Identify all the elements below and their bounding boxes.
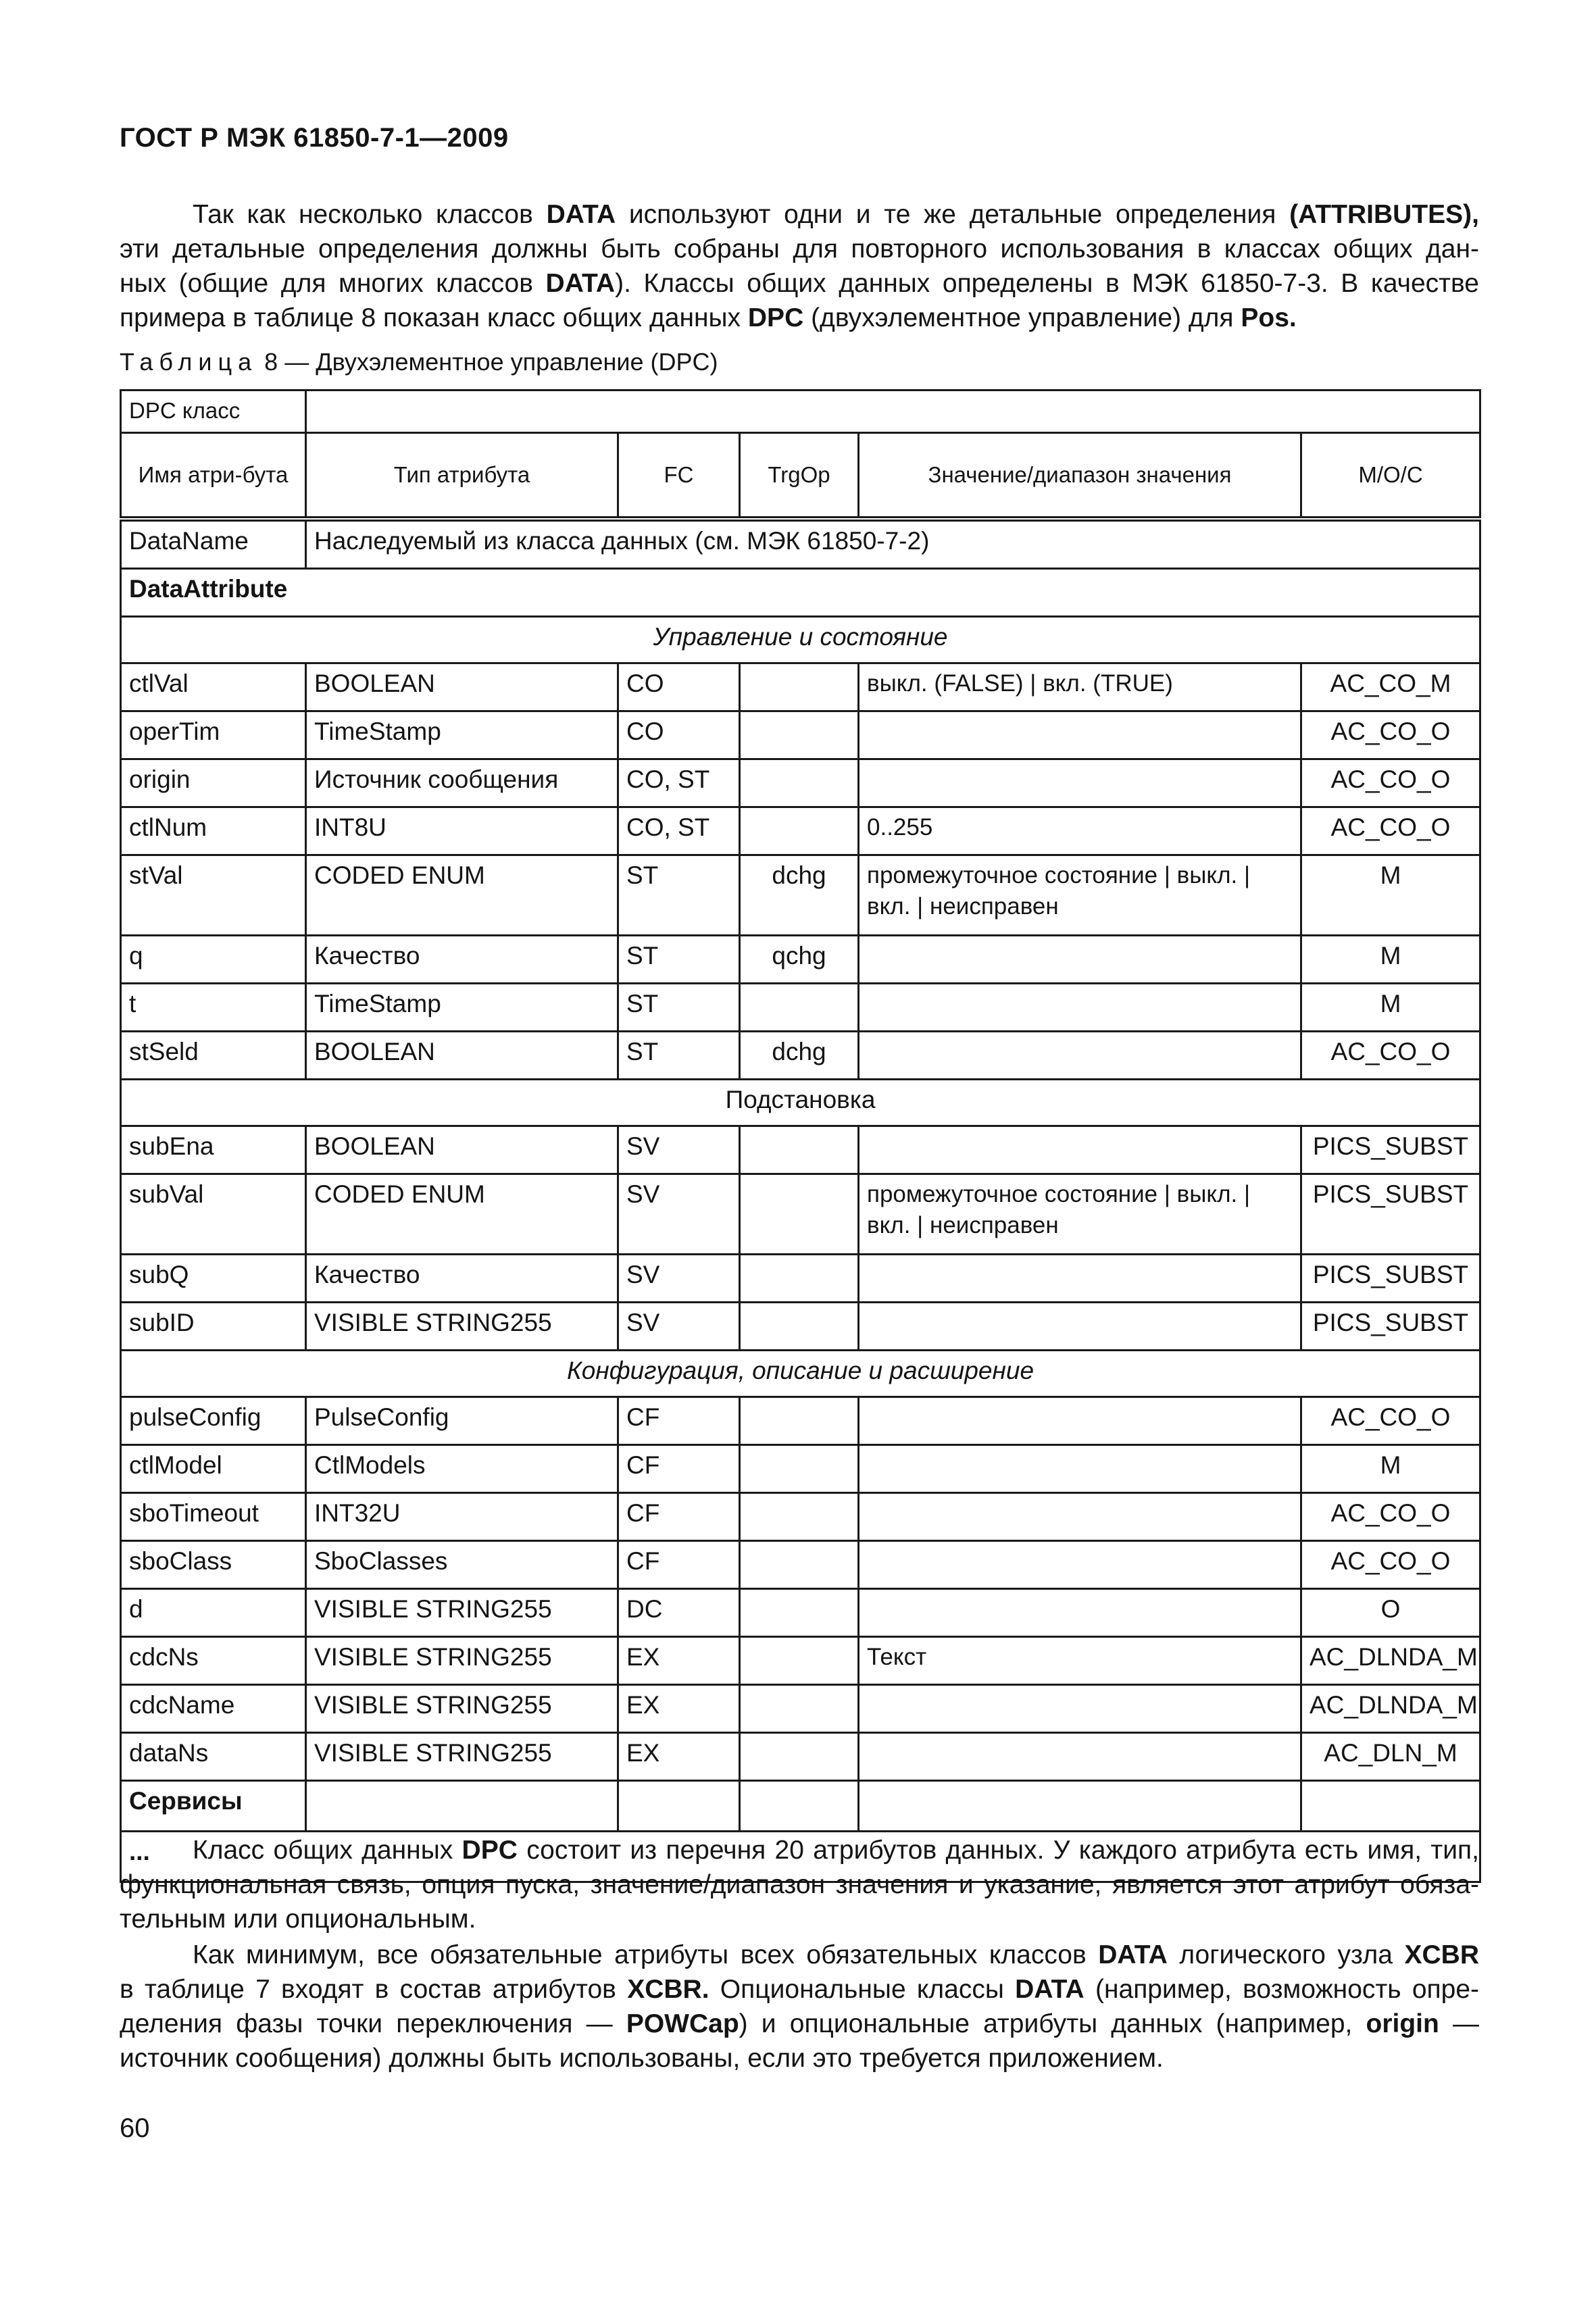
attr-name: stVal	[121, 855, 306, 936]
attr-value	[859, 936, 1301, 984]
attr-value	[859, 1589, 1301, 1637]
attr-trgop	[740, 1303, 859, 1351]
services-row	[121, 1781, 1480, 1832]
dataname-row	[121, 519, 1480, 569]
attr-name: pulseConfig	[121, 1397, 306, 1445]
attr-name: origin	[121, 759, 306, 807]
table-row	[121, 855, 1480, 936]
attr-type: TimeStamp	[306, 711, 618, 759]
attr-trgop	[740, 1126, 859, 1174]
group-row	[121, 617, 1480, 663]
attr-type: CODED ENUM	[306, 1174, 618, 1255]
attr-moc: AC_CO_O	[1301, 711, 1480, 759]
table-row	[121, 1397, 1480, 1445]
attr-value	[859, 1303, 1301, 1351]
header-moc: M/O/C	[1301, 433, 1480, 520]
table-row	[121, 1126, 1480, 1174]
table-row	[121, 1303, 1480, 1351]
attr-type: SboClasses	[306, 1541, 618, 1589]
services-label: Сервисы	[121, 1781, 306, 1832]
attr-name: ctlVal	[121, 663, 306, 711]
attr-name: sboTimeout	[121, 1493, 306, 1541]
attr-type: CODED ENUM	[306, 855, 618, 936]
group-title: Конфигурация, описание и расширение	[121, 1351, 1480, 1397]
dataname-desc: Наследуемый из класса данных (см. МЭК 61850-7-2)	[306, 519, 1480, 569]
attr-fc: DC	[618, 1589, 740, 1637]
attr-fc: CF	[618, 1541, 740, 1589]
table-row	[121, 1255, 1480, 1303]
caption-label: Таблица	[120, 348, 258, 376]
class-label: DPC класс	[121, 391, 306, 433]
attr-fc: CO	[618, 663, 740, 711]
attr-trgop	[740, 711, 859, 759]
attr-value	[859, 1733, 1301, 1781]
attr-trgop	[740, 1255, 859, 1303]
header-fc: FC	[618, 433, 740, 520]
attr-fc: CF	[618, 1445, 740, 1493]
attr-type: INT32U	[306, 1493, 618, 1541]
attr-fc: EX	[618, 1685, 740, 1733]
table-row	[121, 936, 1480, 984]
attr-trgop	[740, 807, 859, 855]
attr-moc: AC_DLNDA_M	[1301, 1637, 1480, 1685]
attr-value: промежуточное состояние | выкл. | вкл. | неисправен	[859, 855, 1301, 936]
table-caption	[120, 348, 718, 376]
group-row	[121, 1080, 1480, 1126]
attr-fc: SV	[618, 1174, 740, 1255]
attr-value	[859, 1493, 1301, 1541]
table-row	[121, 1541, 1480, 1589]
attr-trgop	[740, 1685, 859, 1733]
attr-moc: M	[1301, 1445, 1480, 1493]
attr-name: q	[121, 936, 306, 984]
attr-moc: PICS_SUBST	[1301, 1126, 1480, 1174]
attr-value	[859, 759, 1301, 807]
summary-paragraph-2: Как минимум, все обязательные атрибуты всех обязательных классов DATA логического узла XCBR в таблице 7 входят в состав атрибутов XCBR. Опциональные классы DATA (например, возможность опре- деления фазы точки переключения — POWCap) и опциональные атрибуты данных (например, origin — источник сообщения) должны быть использованы, если это требуется приложением.	[120, 1940, 1480, 2073]
attr-trgop	[740, 663, 859, 711]
attr-moc: AC_CO_O	[1301, 1541, 1480, 1589]
attr-moc: M	[1301, 984, 1480, 1032]
attr-type: VISIBLE STRING255	[306, 1303, 618, 1351]
attr-moc: AC_DLNDA_M	[1301, 1685, 1480, 1733]
attr-name: subEna	[121, 1126, 306, 1174]
attr-fc: CF	[618, 1493, 740, 1541]
table-row	[121, 1174, 1480, 1255]
page-number: 60	[120, 2113, 150, 2143]
dataname-label: DataName	[121, 519, 306, 569]
attr-name: subID	[121, 1303, 306, 1351]
dpc-table	[120, 389, 1481, 1883]
attr-trgop	[740, 1397, 859, 1445]
attr-value	[859, 1541, 1301, 1589]
group-title: Управление и состояние	[121, 617, 1480, 663]
attr-name: operTim	[121, 711, 306, 759]
table-row	[121, 1637, 1480, 1685]
attr-value: 0..255	[859, 807, 1301, 855]
attr-name: ctlNum	[121, 807, 306, 855]
attr-moc: AC_CO_O	[1301, 807, 1480, 855]
table-row	[121, 1493, 1480, 1541]
attr-fc: ST	[618, 936, 740, 984]
attr-type: Качество	[306, 1255, 618, 1303]
attr-moc: AC_CO_O	[1301, 1032, 1480, 1080]
attr-fc: CO, ST	[618, 807, 740, 855]
attr-type: CtlModels	[306, 1445, 618, 1493]
header-trgop: TrgOp	[740, 433, 859, 520]
attr-fc: ST	[618, 1032, 740, 1080]
attr-name: subVal	[121, 1174, 306, 1255]
attr-moc: O	[1301, 1589, 1480, 1637]
attr-type: Источник сообщения	[306, 759, 618, 807]
table-row	[121, 759, 1480, 807]
attr-type: PulseConfig	[306, 1397, 618, 1445]
document-header: ГОСТ Р МЭК 61850-7-1—2009	[120, 123, 509, 153]
table-row	[121, 807, 1480, 855]
attr-value: Текст	[859, 1637, 1301, 1685]
attr-type: INT8U	[306, 807, 618, 855]
table-row	[121, 711, 1480, 759]
caption-text: — Двухэлементное управление (DPC)	[278, 348, 718, 376]
ellipsis: ...	[121, 1832, 1480, 1882]
attr-value	[859, 1255, 1301, 1303]
header-name: Имя атри-бута	[121, 433, 306, 520]
header-type: Тип атрибута	[306, 433, 618, 520]
attr-fc: EX	[618, 1637, 740, 1685]
class-row	[121, 391, 1480, 433]
attr-value	[859, 711, 1301, 759]
attr-trgop: dchg	[740, 1032, 859, 1080]
header-row	[121, 433, 1480, 520]
attr-trgop	[740, 1541, 859, 1589]
attr-name: subQ	[121, 1255, 306, 1303]
attr-value	[859, 1032, 1301, 1080]
attr-type: TimeStamp	[306, 984, 618, 1032]
attr-name: dataNs	[121, 1733, 306, 1781]
attr-value	[859, 1126, 1301, 1174]
attr-moc: AC_CO_O	[1301, 759, 1480, 807]
attr-trgop	[740, 1589, 859, 1637]
attr-moc: M	[1301, 855, 1480, 936]
attr-moc: AC_CO_O	[1301, 1493, 1480, 1541]
attr-name: cdcName	[121, 1685, 306, 1733]
attr-name: sboClass	[121, 1541, 306, 1589]
attr-trgop	[740, 1493, 859, 1541]
attr-type: BOOLEAN	[306, 1032, 618, 1080]
attr-trgop	[740, 1637, 859, 1685]
attr-name: t	[121, 984, 306, 1032]
attr-moc: PICS_SUBST	[1301, 1255, 1480, 1303]
attr-type: VISIBLE STRING255	[306, 1733, 618, 1781]
attr-moc: AC_DLN_M	[1301, 1733, 1480, 1781]
attr-type: BOOLEAN	[306, 663, 618, 711]
attr-name: stSeld	[121, 1032, 306, 1080]
attr-trgop	[740, 1445, 859, 1493]
table-row	[121, 663, 1480, 711]
attr-trgop: dchg	[740, 855, 859, 936]
attr-name: cdcNs	[121, 1637, 306, 1685]
attr-fc: SV	[618, 1255, 740, 1303]
attr-moc: AC_CO_M	[1301, 663, 1480, 711]
attr-type: Качество	[306, 936, 618, 984]
data-attribute-row	[121, 569, 1480, 617]
attr-fc: ST	[618, 855, 740, 936]
attr-value	[859, 1685, 1301, 1733]
attr-type: BOOLEAN	[306, 1126, 618, 1174]
table-row	[121, 1589, 1480, 1637]
table-row	[121, 1685, 1480, 1733]
attr-fc: CO	[618, 711, 740, 759]
attr-trgop	[740, 984, 859, 1032]
table-row	[121, 1032, 1480, 1080]
attr-fc: EX	[618, 1733, 740, 1781]
table-row	[121, 984, 1480, 1032]
header-value-range: Значение/диапазон значения	[859, 433, 1301, 520]
attr-value: выкл. (FALSE) | вкл. (TRUE)	[859, 663, 1301, 711]
attr-name: d	[121, 1589, 306, 1637]
group-title: Подстановка	[121, 1080, 1480, 1126]
table-row	[121, 1733, 1480, 1781]
attr-trgop	[740, 1733, 859, 1781]
attr-trgop: qchg	[740, 936, 859, 984]
table-row	[121, 1445, 1480, 1493]
attr-value	[859, 1445, 1301, 1493]
attr-value: промежуточное состояние | выкл. | вкл. | неисправен	[859, 1174, 1301, 1255]
attr-fc: ST	[618, 984, 740, 1032]
attr-type: VISIBLE STRING255	[306, 1637, 618, 1685]
attr-moc: M	[1301, 936, 1480, 984]
group-row	[121, 1351, 1480, 1397]
attr-moc: AC_CO_O	[1301, 1397, 1480, 1445]
attr-type: VISIBLE STRING255	[306, 1589, 618, 1637]
attr-trgop	[740, 1174, 859, 1255]
attr-trgop	[740, 759, 859, 807]
caption-number: 8	[264, 348, 278, 376]
summary-paragraph-1: Класс общих данных DPC состоит из перечня 20 атрибутов данных. У каждого атрибута есть имя, тип, функциональная связь, опция пуска, значение/диапазон значения и указание, является этот атрибут обяза- тельным или опциональным.	[120, 1836, 1479, 1934]
attr-fc: CF	[618, 1397, 740, 1445]
attr-type: VISIBLE STRING255	[306, 1685, 618, 1733]
attr-value	[859, 984, 1301, 1032]
attr-name: ctlModel	[121, 1445, 306, 1493]
attr-fc: SV	[618, 1126, 740, 1174]
data-attribute-label: DataAttribute	[121, 569, 1480, 617]
intro-paragraph: Так как несколько классов DATA используют одни и те же детальные определения (ATTRIBUTES), эти детальные определения должны быть собраны для повторного использования в классах общих дан- ных (общие для многих классов DATA). Классы общих данных определены в МЭК 61850-7-3. В качестве примера в таблице 8 показан класс общих данных DPC (двухэлементное управление) для Pos.	[120, 200, 1479, 332]
attr-fc: CO, ST	[618, 759, 740, 807]
attr-moc: PICS_SUBST	[1301, 1303, 1480, 1351]
attr-moc: PICS_SUBST	[1301, 1174, 1480, 1255]
attr-fc: SV	[618, 1303, 740, 1351]
attr-value	[859, 1397, 1301, 1445]
